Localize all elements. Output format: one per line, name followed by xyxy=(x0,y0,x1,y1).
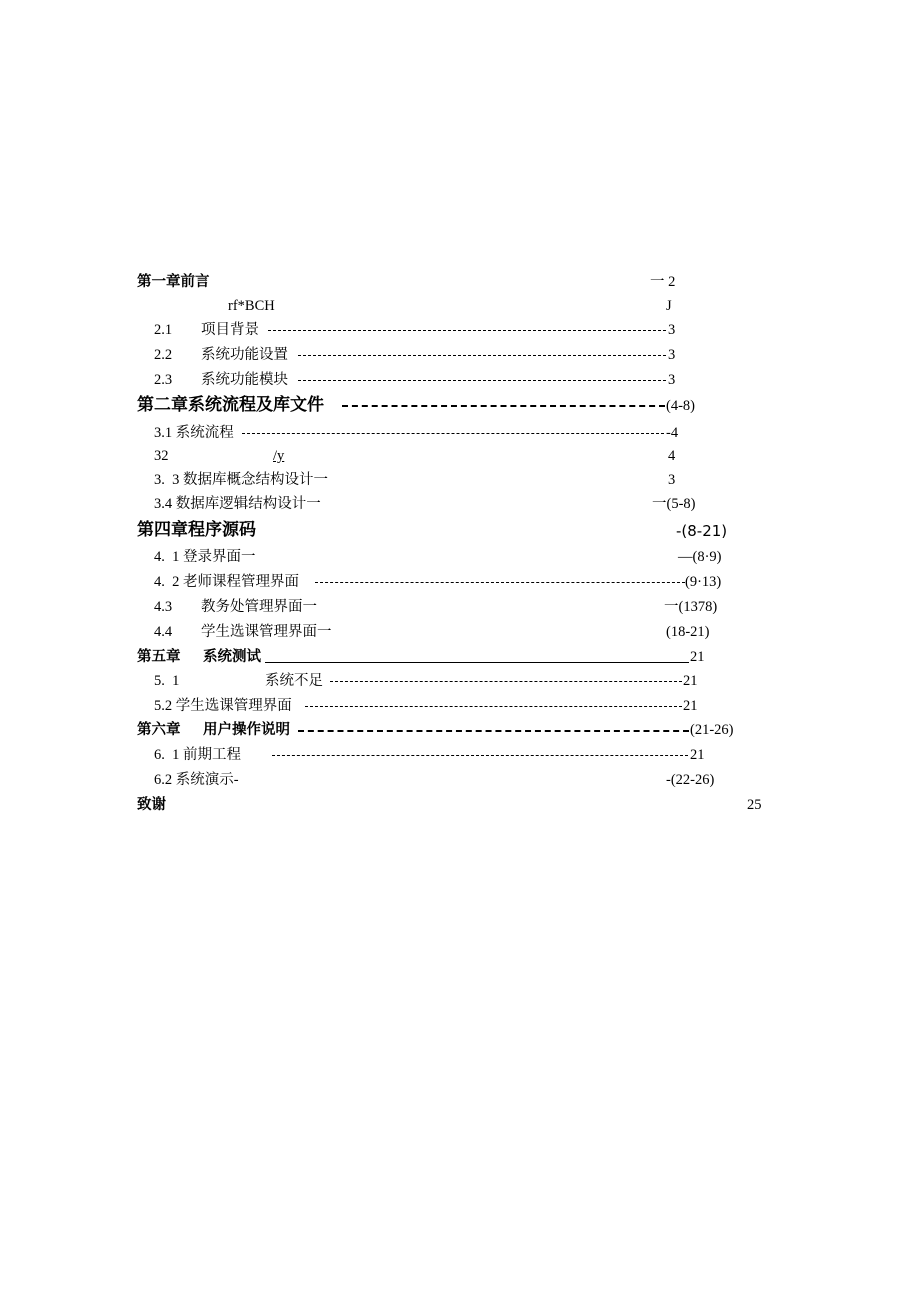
toc-chapter-4-title: 第四章程序源码 xyxy=(137,520,256,540)
toc-4-4-number: 4.4 xyxy=(154,624,173,640)
toc-4-2-title: 4. 2 老师课程管理界面 xyxy=(154,574,299,590)
leader-dots xyxy=(298,355,666,356)
toc-3-1-title: 3.1 系统流程 xyxy=(154,425,234,441)
leader-dots xyxy=(330,681,682,682)
toc-acknowledgement-page: 25 xyxy=(747,797,762,813)
toc-2-1-number: 2.1 xyxy=(154,322,173,338)
toc-5-1-title: 系统不足 xyxy=(265,673,323,689)
toc-3-1-page: -4 xyxy=(666,425,679,441)
leader-dots xyxy=(298,380,666,381)
toc-5-1-page: 21 xyxy=(683,673,698,689)
leader-dots xyxy=(342,405,665,407)
toc-6-1-page: 21 xyxy=(690,747,705,763)
toc-3-2-page: 4 xyxy=(668,448,676,464)
leader-dots xyxy=(272,755,688,756)
toc-chapter-6-label: 第六章 xyxy=(137,722,181,738)
toc-5-2-title: 5.2 学生选课管理界面 xyxy=(154,698,292,714)
toc-2-3-page: 3 xyxy=(668,372,676,388)
toc-3-2-title: /y xyxy=(273,448,285,464)
toc-2-2-page: 3 xyxy=(668,347,676,363)
toc-chapter-2-page: (4-8) xyxy=(666,398,695,414)
toc-chapter-1-title: 第一章前言 xyxy=(137,274,210,290)
toc-chapter-6-page: (21-26) xyxy=(690,722,734,738)
toc-chapter-5-label: 第五章 xyxy=(137,649,181,665)
toc-4-4-title: 学生选课管理界面一 xyxy=(201,624,332,640)
toc-4-3-page: 一(1378) xyxy=(664,599,718,615)
toc-3-3-title: 3. 3 数据库概念结构设计一 xyxy=(154,472,328,488)
leader-dots xyxy=(305,706,682,707)
toc-2-2-number: 2.2 xyxy=(154,347,173,363)
toc-3-4-page: 一(5-8) xyxy=(652,496,696,512)
leader-dots xyxy=(242,433,664,434)
toc-4-3-title: 教务处管理界面一 xyxy=(201,599,317,615)
toc-5-2-page: 21 xyxy=(683,698,698,714)
toc-3-2-number: 32 xyxy=(154,448,169,464)
toc-chapter-5-title: 系统测试 xyxy=(203,649,261,665)
toc-garbled-entry-page: J xyxy=(666,298,672,314)
toc-chapter-5-page: 21 xyxy=(690,649,705,665)
toc-3-3-page: 3 xyxy=(668,472,676,488)
toc-4-2-page: (9·13) xyxy=(685,574,722,590)
leader-dots xyxy=(315,582,685,583)
toc-4-3-number: 4.3 xyxy=(154,599,173,615)
toc-chapter-2-title: 第二章系统流程及库文件 xyxy=(137,395,324,415)
toc-6-1-title: 6. 1 前期工程 xyxy=(154,747,241,763)
toc-4-4-page: (18-21) xyxy=(666,624,710,640)
leader-line xyxy=(265,662,689,663)
toc-2-1-title: 项目背景 xyxy=(201,322,259,338)
toc-4-1-page: —(8·9) xyxy=(678,549,722,565)
toc-4-1-title: 4. 1 登录界面一 xyxy=(154,549,256,565)
toc-chapter-1-page: 一 2 xyxy=(650,274,676,290)
toc-chapter-4-page: -(8-21) xyxy=(676,522,728,540)
toc-2-1-page: 3 xyxy=(668,322,676,338)
toc-2-3-title: 系统功能模块 xyxy=(201,372,288,388)
toc-3-4-title: 3.4 数据库逻辑结构设计一 xyxy=(154,496,321,512)
toc-6-2-page: -(22-26) xyxy=(666,772,715,788)
toc-chapter-6-title: 用户操作说明 xyxy=(203,722,290,738)
toc-acknowledgement-title: 致谢 xyxy=(137,797,166,813)
toc-2-2-title: 系统功能设置 xyxy=(201,347,288,363)
toc-5-1-number: 5. 1 xyxy=(154,673,180,689)
toc-6-2-title: 6.2 系统演示- xyxy=(154,772,239,788)
leader-dots xyxy=(298,730,689,732)
leader-dots xyxy=(268,330,666,331)
toc-garbled-entry: rf*BCH xyxy=(228,298,275,314)
toc-2-3-number: 2.3 xyxy=(154,372,173,388)
